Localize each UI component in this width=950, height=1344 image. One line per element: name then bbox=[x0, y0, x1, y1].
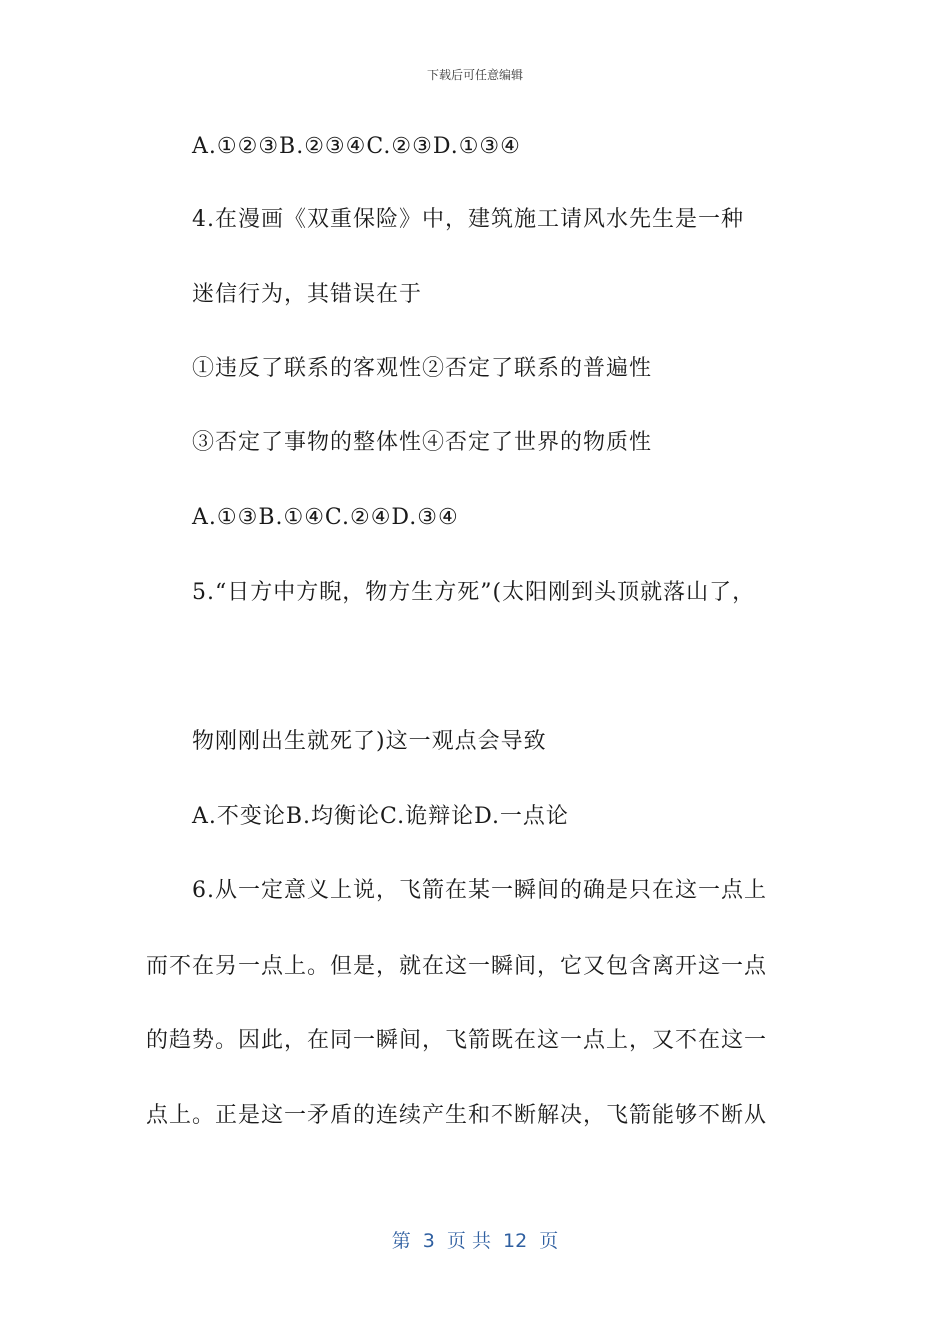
text-line-options-q4: A.①③B.①④C.②④D.③④ bbox=[192, 505, 459, 530]
text-line-options-q3: A.①②③B.②③④C.②③D.①③④ bbox=[192, 134, 521, 159]
text-line-q4-statements-1: ①违反了联系的客观性②否定了联系的普遍性 bbox=[192, 356, 653, 381]
text-line-q4-start: 4.在漫画《双重保险》中，建筑施工请风水先生是一种 bbox=[192, 207, 744, 232]
text-line-q5-cont: 物刚刚出生就死了)这一观点会导致 bbox=[192, 729, 547, 754]
text-line-options-q5: A.不变论B.均衡论C.诡辩论D.一点论 bbox=[192, 804, 569, 829]
text-line-q6-cont-2: 的趋势。因此，在同一瞬间，飞箭既在这一点上，又不在这一 bbox=[146, 1028, 768, 1053]
page-footer: 第 3 页 共 12 页 bbox=[391, 1230, 559, 1252]
text-line-q6-cont-3: 点上。正是这一矛盾的连续产生和不断解决，飞箭能够不断从 bbox=[146, 1103, 768, 1128]
text-line-q5-start: 5.“日方中方睨，物方生方死”(太阳刚到头顶就落山了， bbox=[192, 580, 756, 605]
text-line-q4-cont: 迷信行为，其错误在于 bbox=[192, 282, 423, 307]
text-line-q6-start: 6.从一定意义上说，飞箭在某一瞬间的确是只在这一点上 bbox=[192, 878, 767, 903]
text-line-q4-statements-2: ③否定了事物的整体性④否定了世界的物质性 bbox=[192, 430, 653, 455]
text-line-q6-cont-1: 而不在另一点上。但是，就在这一瞬间，它又包含离开这一点 bbox=[146, 954, 768, 979]
page-header: 下载后可任意编辑 bbox=[426, 68, 523, 82]
